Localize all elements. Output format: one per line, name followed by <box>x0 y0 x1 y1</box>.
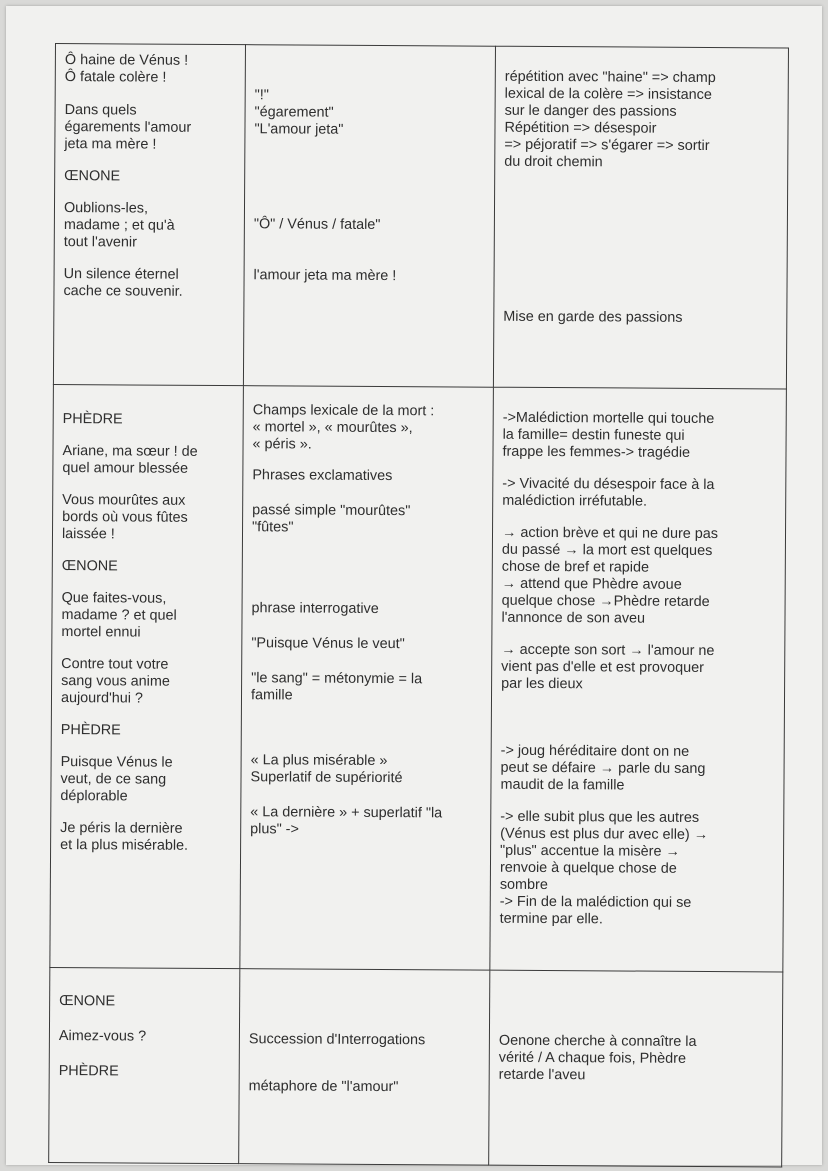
interpretation-note: → action brève et qui ne dure pas du passé → la mort est quelques chose de bref et rapide → attend que Phèdre avoue quelque chose →Phèdre retarde l'annonce de son aveu <box>501 524 719 627</box>
verse-line: Je péris la dernière et la plus misérable. <box>60 820 189 854</box>
interpretation-cell <box>489 970 783 1167</box>
speaker-name: ŒNONE <box>61 558 118 575</box>
verse-line: Que faites-vous, madame ? et quel mortel ennui <box>61 590 177 641</box>
text-excerpt-cell <box>53 44 245 386</box>
speaker-name: ŒNONE <box>64 168 121 185</box>
table-row <box>53 44 788 389</box>
verse-line: Puisque Vénus le veut, de ce sang déplorable <box>60 754 173 805</box>
interpretation-note: → accepte son sort → l'amour ne vient pas d'elle et est provoquer par les dieux <box>501 641 715 693</box>
verse-line: Vous mourûtes aux bords où vous fûtes laissée ! <box>61 492 188 543</box>
figure-note: "Puisque Vénus le veut" <box>251 635 405 653</box>
interpretation-cell <box>493 46 788 389</box>
figure-note: "Ô" / Vénus / fatale" <box>253 216 381 233</box>
interpretation-note: -> joug héréditaire dont on ne peut se défaire → parle du sang maudit de la famille <box>500 742 706 794</box>
verse-line: Oublions-les, madame ; et qu'à tout l'avenir <box>63 200 175 251</box>
figure-note: métaphore de "l'amour" <box>248 1078 399 1096</box>
interpretation-note: ->Malédiction mortelle qui touche la famille= destin funeste qui frappe les femmes-> tragédie <box>502 409 715 461</box>
figure-note: passé simple "mourûtes" "fûtes" <box>251 502 411 536</box>
figure-note: Champs lexicale de la mort : « mortel », « mourûtes », « péris ». <box>252 402 435 453</box>
figure-note: « La plus misérable » Superlatif de supériorité <box>250 752 403 787</box>
verse-line: Ariane, ma sœur ! de quel amour blessée <box>62 443 198 477</box>
figure-note: Succession d'Interrogations <box>248 1031 426 1049</box>
text-excerpt-cell <box>49 967 240 1163</box>
figure-note: phrase interrogative <box>251 600 379 617</box>
verse-line: Dans quels égarements l'amour jeta ma mère ! <box>64 102 192 153</box>
interpretation-note: -> Vivacité du désespoir face à la malédiction irréfutable. <box>502 475 715 510</box>
interpretation-note: Mise en garde des passions <box>503 308 683 326</box>
figure-note: "!" "égarement" "L'amour jeta" <box>254 87 344 138</box>
figure-cell <box>239 969 490 1166</box>
table-row <box>49 967 783 1166</box>
verse-line: Aimez-vous ? <box>58 1028 147 1045</box>
speaker-name: PHÈDRE <box>58 1063 119 1080</box>
interpretation-note: répétition avec "haine" => champ lexical de la colère => insistance sur le danger des passions Répétition => désespoir => péjoratif => s'égarer => sortir du droit chemin <box>504 68 716 171</box>
text-excerpt-cell <box>50 384 244 968</box>
figure-cell <box>240 386 494 971</box>
interpretation-cell <box>490 387 787 972</box>
verse-line: Ô haine de Vénus ! Ô fatale colère ! <box>64 52 189 86</box>
figure-note: "le sang" = métonymie = la famille <box>250 670 423 704</box>
interpretation-note: Oenone cherche à connaître la vérité / A chaque fois, Phèdre retarde l'aveu <box>498 1032 697 1084</box>
figure-note: l'amour jeta ma mère ! <box>253 267 397 285</box>
speaker-name: PHÈDRE <box>60 722 121 739</box>
figure-note: « La dernière » + superlatif "la plus" -> <box>250 804 443 838</box>
table-row <box>50 384 787 971</box>
interpretation-note: -> elle subit plus que les autres (Vénus est plus dur avec elle) → "plus" accentue la misère → renvoie à quelque chose de sombre -> Fin de la malédiction qui se termine par elle. <box>499 808 709 928</box>
figure-cell <box>243 45 495 388</box>
speaker-name: ŒNONE <box>59 993 116 1010</box>
speaker-name: PHÈDRE <box>62 411 123 428</box>
verse-line: Un silence éternel cache ce souvenir. <box>63 266 183 300</box>
paper-sheet <box>6 6 822 1165</box>
verse-line: Contre tout votre sang vous anime aujourd'hui ? <box>60 656 170 707</box>
analysis-table <box>48 43 789 1167</box>
figure-note: Phrases exclamatives <box>252 467 393 485</box>
